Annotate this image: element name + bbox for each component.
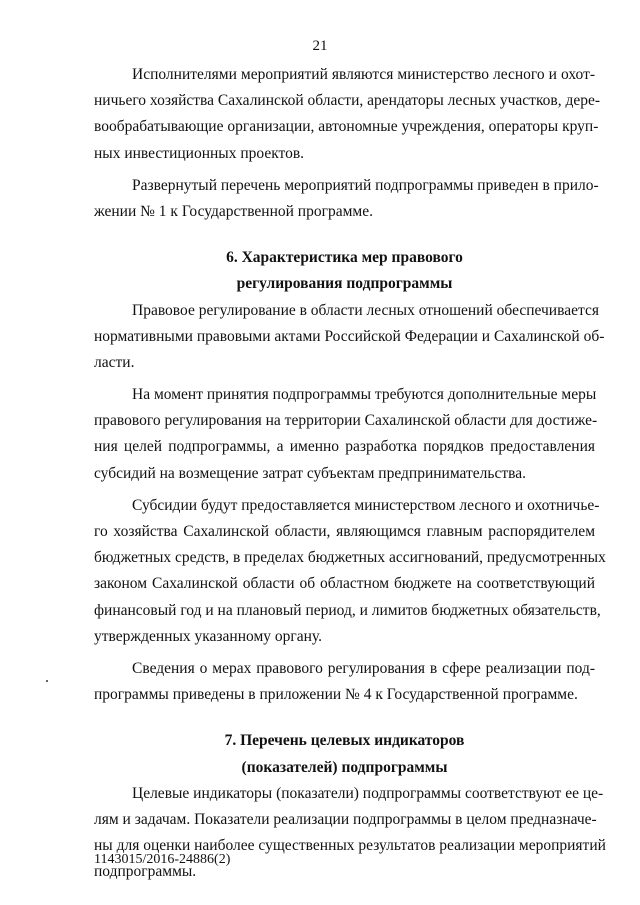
text-line: Развернутый перечень мероприятий подпрограммы приведен в прило- [132,176,599,194]
section-6-paragraph-1 [94,298,605,377]
section-7-heading: 7. Перечень целевых индикаторов [224,732,465,750]
text-line: нормативными правовыми актами Российской Федерации и Сахалинской об- [94,327,605,345]
text-line: законом Сахалинской области об областном бюджете на соответствующий [94,575,595,593]
text-line: ны для оценки наиболее существенных результатов реализации мероприятий [94,837,606,855]
document-code: 1143015/2016-24886(2) [94,852,231,867]
document-body [94,62,606,885]
text-line: го хозяйства Сахалинской области, являющимся главным распорядителем [94,523,595,540]
margin-mark [46,680,48,682]
text-line: вообрабатывающие организации, автономные учреждения, операторы круп- [94,118,599,136]
text-line: правового регулирования на территории Сахалинской области для достиже- [94,412,598,430]
section-7-paragraph-1 [94,781,606,886]
text-line: подпрограммы. [94,863,197,881]
text-line: ласти. [94,353,135,371]
text-line: лям и задачам. Показатели реализации подпрограммы в целом предназначе- [94,810,597,828]
text-line: ных инвестиционных проектов. [94,144,305,162]
section-6-paragraph-4 [94,656,595,708]
section-6-heading: 6. Характеристика мер правового [226,249,463,267]
page-number: 21 [312,38,328,54]
section-7-heading-cont: (показателей) подпрограммы [241,758,448,776]
text-line: Сведения о мерах правового регулирования в сфере реализации под- [132,659,595,677]
section-6-paragraph-2 [94,382,598,487]
section-6-paragraph-3 [94,493,606,650]
text-line: На момент принятия подпрограммы требуются дополнительные меры [132,386,597,404]
paragraph-activities-list [94,173,599,225]
text-line: Правовое регулирование в области лесных отношений обеспечивается [132,301,599,319]
text-line: бюджетных средств, в пределах бюджетных ассигнований, предусмотренных [94,549,606,567]
text-line: жении № 1 к Государственной программе. [94,202,373,220]
text-line: ничьего хозяйства Сахалинской области, арендаторы лесных участков, дере- [94,92,601,110]
text-line: Исполнителями мероприятий являются министерство лесного и охот- [132,66,595,83]
text-line: программы приведены в приложении № 4 к Государственной программе. [94,686,578,704]
text-line: субсидий на возмещение затрат субъектам предпринимательства. [94,464,527,482]
text-line: Субсидии будут предоставляется министерством лесного и охотничье- [132,496,600,514]
text-line: Целевые индикаторы (показатели) подпрограммы соответствуют ее це- [132,784,604,802]
text-line: ния целей подпрограммы, а именно разработка порядков предоставления [94,438,595,456]
text-line: утвержденных указанному органу. [94,627,322,645]
paragraph-executors [94,62,601,167]
text-line: финансовый год и на плановый период, и лимитов бюджетных обязательств, [94,601,601,619]
section-6-heading-cont: регулирования подпрограммы [236,275,453,293]
